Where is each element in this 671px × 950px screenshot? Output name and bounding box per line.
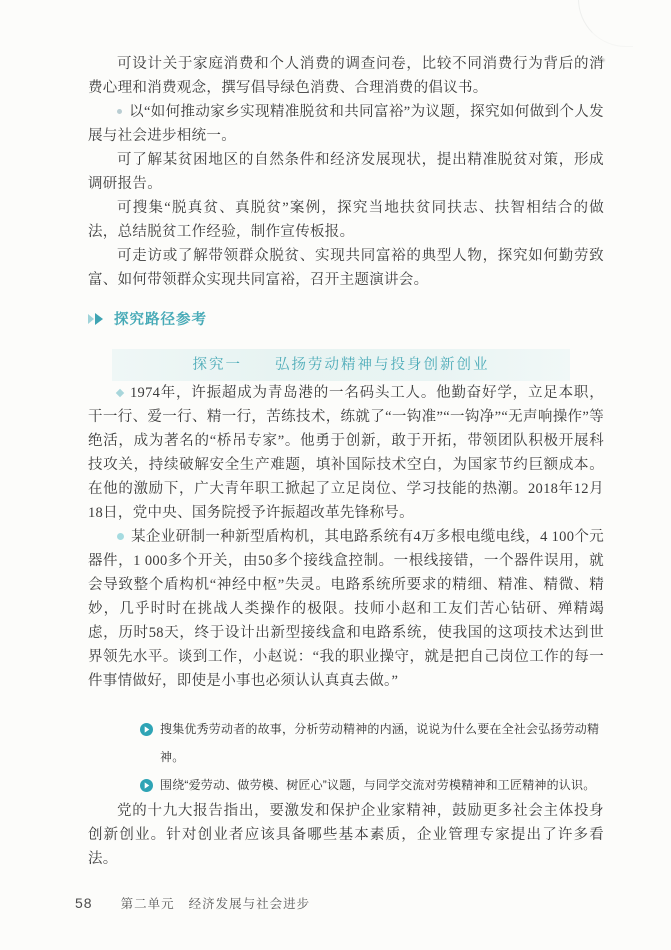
paragraph-text: 可设计关于家庭消费和个人消费的调查问卷，比较不同消费行为背后的消费心理和消费观念，撰写倡导绿色消费、合理消费的倡议书。 [88, 56, 604, 96]
closing-paragraph [88, 799, 604, 871]
paragraph-text: 以“如何推动家乡实现精准脱贫和共同富裕”为议题，探究如何做到个人发展与社会进步相统一。 [88, 104, 604, 144]
double-arrow-icon [88, 313, 105, 325]
footer-unit-title [121, 894, 311, 912]
section-heading-text: 探究路径参考 [114, 312, 207, 328]
play-circle-icon [140, 723, 153, 736]
paragraph-text: 可走访或了解带领群众脱贫、实现共同富裕的典型人物，探究如何勤劳致富、如何带领群众实现共同富裕，召开主题演讲会。 [88, 248, 604, 288]
task-list [88, 715, 604, 799]
task-item [140, 771, 604, 799]
case-paragraph [88, 381, 604, 525]
play-circle-icon [140, 779, 153, 792]
paragraph-text: 某企业研制一种新型盾构机，其电路系统有4万多根电缆电线，4 100个元器件，1 000多个开关，由50多个接线盒控制。一根线接错，一个器件误用，就会导致整个盾构机“神经中枢”失灵。电路系统所要求的精细、精准、精微、精妙，几乎时时在挑战人类操作的极限。技师小赵和工友们苦心钻研、殚精竭虑，历时58天，终于设计出新型接线盒和电路系统，使我国的这项技术达到世界领先水平。谈到工作，小赵说：“我的职业操守，就是把自己岗位工作的每一件事情做好，即使是小事也必须认认真真去做。” [88, 529, 604, 689]
intro-paragraph [88, 196, 604, 244]
paragraph-text: 1974年，许振超成为青岛港的一名码头工人。他勤奋好学，立足本职，干一行、爱一行、精一行，苦练技术，练就了“一钩准”“一钩净”“无声响操作”等绝活，成为著名的“桥吊专家”。他勇于创新，敢于开拓，带领团队积极开展科技攻关，持续破解安全生产难题，填补国际技术空白，为国家节约巨额成本。在他的激励下，广大青年职工掀起了立足岗位、学习技能的热潮。2018年12月18日，党中央、国务院授予许振超改革先锋称号。 [88, 385, 604, 521]
footer-title: 经济发展与社会进步 [188, 897, 311, 911]
intro-paragraph [88, 100, 604, 148]
page-footer [75, 894, 310, 912]
inquiry-subheading-text: 探究一 弘扬劳动精神与投身创新创业 [192, 357, 490, 373]
footer-unit: 第二单元 [120, 897, 175, 911]
inquiry-subheading-band [112, 349, 570, 381]
case-paragraph [88, 525, 604, 693]
task-text: 搜集优秀劳动者的故事，分析劳动精神的内涵，说说为什么要在全社会弘扬劳动精神。 [160, 722, 600, 764]
diamond-bullet-icon [116, 388, 124, 396]
intro-paragraph [88, 244, 604, 292]
intro-paragraph [88, 148, 604, 196]
page-number: 58 [75, 895, 93, 911]
paragraph-text: 可了解某贫困地区的自然条件和经济发展现状，提出精准脱贫对策，形成调研报告。 [88, 152, 604, 192]
task-text: 围绕“爱劳动、做劳模、树匠心”议题，与同学交流对劳模精神和工匠精神的认识。 [160, 778, 596, 792]
page-content [88, 52, 604, 871]
paragraph-text: 可搜集“脱真贫、真脱贫”案例，探究当地扶贫同扶志、扶智相结合的做法，总结脱贫工作经验，制作宣传板报。 [88, 200, 604, 240]
dot-bullet-icon [117, 109, 122, 114]
task-item [140, 715, 604, 771]
intro-paragraph [88, 52, 604, 100]
circle-bullet-icon [117, 533, 124, 540]
paragraph-text: 党的十九大报告指出，要激发和保护企业家精神，鼓励更多社会主体投身创新创业。针对创业者应该具备哪些基本素质，企业管理专家提出了许多看法。 [88, 803, 604, 867]
page-curl-artifact [578, 0, 633, 47]
section-heading [88, 308, 604, 329]
